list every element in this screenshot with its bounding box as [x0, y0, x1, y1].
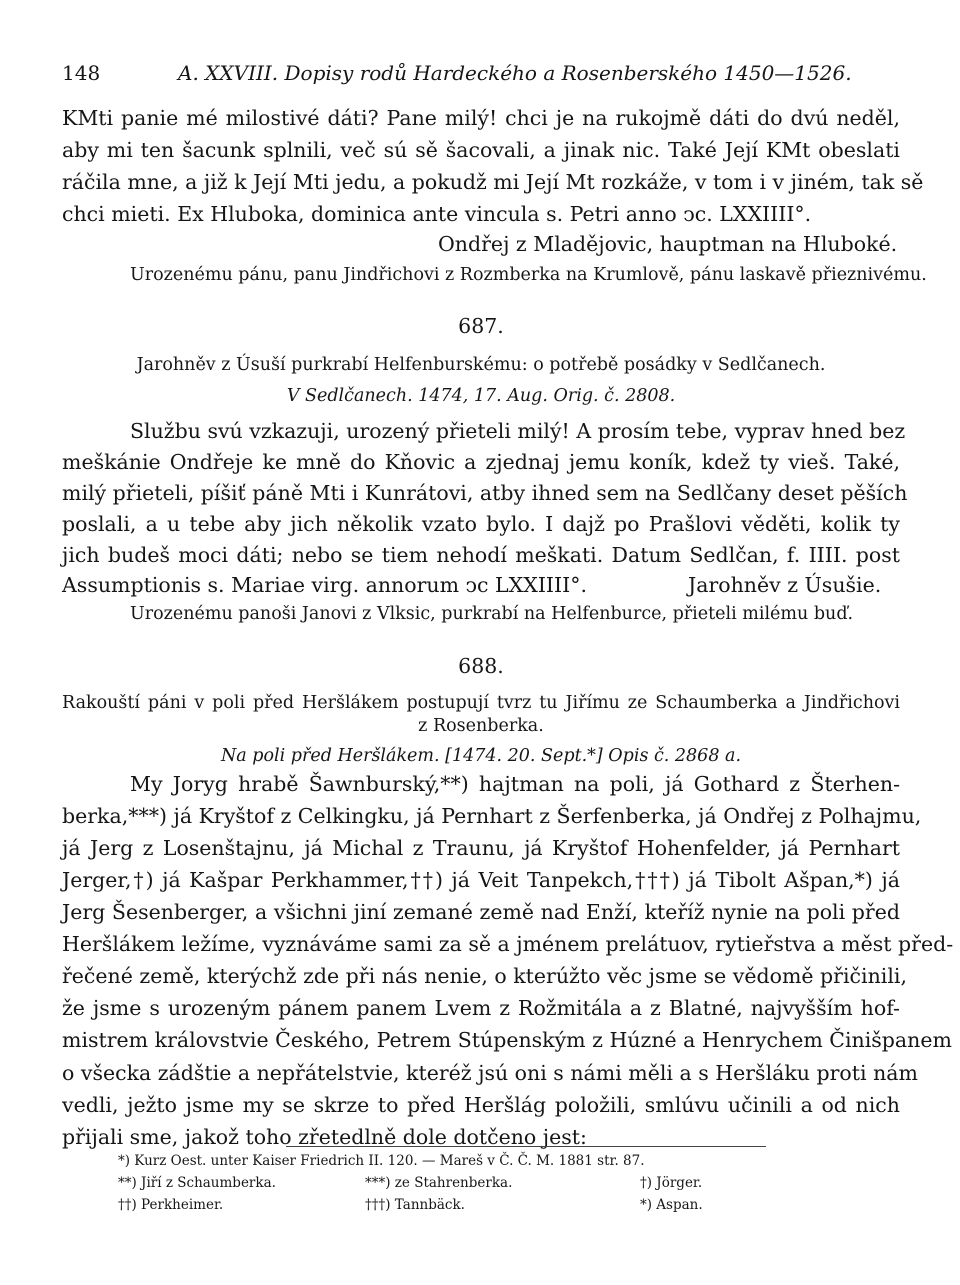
running-title: A. XXVIII. Dopisy rodů Hardeckého a Rosenberského 1450—1526.: [178, 61, 852, 85]
body-line: chci mieti. Ex Hluboka, dominica ante vincula s. Petri anno ↄc. LXXIIII°.: [62, 202, 812, 226]
body-line: že jsme s urozeným pánem panem Lvem z Rožmitála a z Blatné, najvyšším hof-: [62, 996, 900, 1020]
body-line: meškánie Ondřeje ke mně do Kňovic a zjednaj jemu koník, kdež ty vieš. Také,: [62, 450, 900, 474]
body-line: o všecka zádštie a nepřátelstvie, kteréž jsú oni s námi měli a s Heršláku proti nám: [62, 1061, 918, 1085]
letter-number: 687.: [458, 314, 504, 338]
letter-address: Urozenému pánu, panu Jindřichovi z Rozmberka na Krumlově, pánu laskavě přieznivému.: [130, 265, 927, 285]
body-line: řečené země, kterýchž zde při nás nenie, o kterúžto věc jsme se vědomě přičinili,: [62, 964, 907, 988]
body-line: mistrem královstvie Českého, Petrem Stúpenským z Húzné a Henrychem Činišpanem: [62, 1028, 952, 1052]
letter-address: Urozenému panoši Janovi z Vlksic, purkrabí na Helfenburce, přieteli milému buď.: [130, 604, 854, 624]
body-line: aby mi ten šacunk splnili, več sú sě šacovali, a jinak nic. Také Její KMt obeslati: [62, 138, 900, 162]
footnote: †) Jörger.: [640, 1175, 703, 1191]
signature: Ondřej z Mladějovic, hauptman na Hluboké.: [438, 232, 898, 256]
body-line: ráčila mne, a již k Její Mti jedu, a pokudž mi Její Mt rozkáže, v tom i v jiném, tak sě: [62, 170, 924, 194]
body-line: milý přieteli, píšiť páně Mti i Kunrátovi, atby ihned sem na Sedlčany deset pěších: [62, 481, 908, 505]
footnote: *) Aspan.: [640, 1197, 703, 1213]
body-line: Službu svú vzkazuji, urozený přieteli milý! A prosím tebe, vyprav hned bez: [130, 419, 906, 443]
footnote: †††) Tannbäck.: [365, 1197, 465, 1213]
body-line: KMti panie mé milostivé dáti? Pane milý! chci je na rukojmě dáti do dvú neděl,: [62, 106, 900, 130]
footnote-rule: [286, 1146, 766, 1147]
letter-heading: z Rosenberka.: [418, 716, 544, 736]
body-line: Jerger,†) já Kašpar Perkhammer,††) já Veit Tanpekch,†††) já Tibolt Ašpan,*) já: [62, 868, 900, 892]
signature: Jarohněv z Úsušie.: [688, 573, 882, 597]
letter-meta: Na poli před Heršlákem. [1474. 20. Sept.*] Opis č. 2868 a.: [220, 746, 742, 766]
footnote: *) Kurz Oest. unter Kaiser Friedrich II. 120. — Mareš v Č. Č. M. 1881 str. 87.: [118, 1153, 645, 1169]
letter-number: 688.: [458, 654, 504, 678]
body-line: My Joryg hrabě Šawnburský,**) hajtman na poli, já Gothard z Šterhen-: [130, 772, 900, 796]
body-line: berka,***) já Kryštof z Celkingku, já Pernhart z Šerfenberka, já Ondřej z Polhajmu,: [62, 804, 922, 828]
body-line: vedli, ježto jsme my se skrze to před Heršlág položili, smlúvu učinili a od nich: [62, 1093, 900, 1117]
body-line: přijali sme, jakož toho zřetedlně dole dotčeno jest:: [62, 1125, 587, 1149]
body-line: Heršlákem ležíme, vyznáváme sami za sě a jménem prelátuov, rytieřstva a měst před-: [62, 932, 954, 956]
body-line: Jerg Šesenberger, a všichni jiní zemané země nad Enží, kteříž nynie na poli před: [62, 900, 900, 924]
footnote: ***) ze Stahrenberka.: [365, 1175, 513, 1191]
letter-meta: V Sedlčanech. 1474, 17. Aug. Orig. č. 2808.: [286, 386, 676, 406]
footnote: **) Jiří z Schaumberka.: [118, 1175, 276, 1191]
letter-heading: Jarohněv z Úsuší purkrabí Helfenburskému: o potřebě posádky v Sedlčanech.: [136, 355, 826, 375]
body-line: já Jerg z Losenštajnu, já Michal z Traunu, já Kryštof Hohenfelder, já Pernhart: [62, 836, 900, 860]
footnote: ††) Perkheimer.: [118, 1197, 224, 1213]
body-line: poslali, a u tebe aby jich několik vzato bylo. I dajž po Prašlovi věděti, kolik ty: [62, 512, 900, 536]
letter-heading: Rakouští páni v poli před Heršlákem postupují tvrz tu Jiřímu ze Schaumberka a Jindřichovi: [62, 693, 900, 713]
page-number: 148: [62, 61, 101, 85]
body-line: Assumptionis s. Mariae virg. annorum ↄc LXXIIII°.: [62, 573, 587, 597]
body-line: jich budeš moci dáti; nebo se tiem nehodí meškati. Datum Sedlčan, f. IIII. post: [62, 543, 900, 567]
